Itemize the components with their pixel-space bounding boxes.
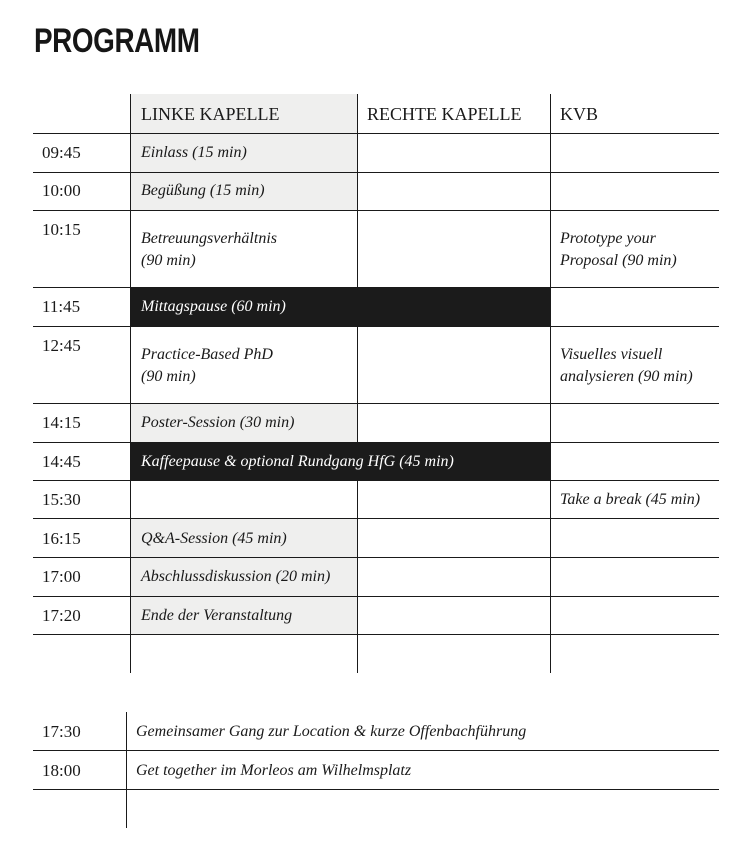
event-qa: Q&A-Session (45 min): [141, 530, 287, 547]
event-practice-line2: (90 min): [141, 368, 196, 385]
header-linke-kapelle: LINKE KAPELLE: [141, 104, 280, 124]
row-divider: [33, 210, 719, 211]
evening-time: 17:30: [42, 722, 81, 741]
time-label: 17:00: [42, 567, 81, 586]
time-label: 11:45: [42, 297, 81, 316]
column-divider: [357, 326, 358, 442]
event-prototype-line1: Prototype your: [560, 230, 656, 247]
event-abschluss: Abschlussdiskussion (20 min): [141, 568, 331, 585]
row-divider: [33, 403, 719, 404]
row-divider: [33, 133, 719, 134]
column-divider: [550, 94, 551, 673]
event-betreuung-line1: Betreuungsverhältnis: [141, 230, 277, 247]
row-divider: [33, 326, 719, 327]
column-divider: [357, 94, 358, 288]
page-title: PROGRAMM: [34, 22, 200, 60]
row-divider: [33, 789, 719, 790]
evening-event: Get together im Morleos am Wilhelmsplatz: [136, 762, 412, 779]
event-practice-line1: Practice-Based PhD: [141, 346, 273, 363]
row-divider: [33, 634, 719, 635]
event-ende: Ende der Veranstaltung: [141, 607, 293, 624]
event-visuelles-line2: analysieren (90 min): [560, 368, 693, 385]
header-rechte-kapelle: RECHTE KAPELLE: [367, 104, 522, 124]
time-label: 16:15: [42, 529, 81, 548]
event-visuelles-line1: Visuelles visuell: [560, 346, 663, 363]
row-divider: [33, 480, 719, 481]
column-divider: [357, 480, 358, 673]
row-divider: [33, 596, 719, 597]
event-take-a-break: Take a break (45 min): [560, 491, 701, 508]
evening-time: 18:00: [42, 761, 81, 780]
column-divider: [130, 94, 131, 673]
row-divider: [33, 172, 719, 173]
event-poster: Poster-Session (30 min): [141, 414, 295, 431]
row-divider: [33, 287, 719, 288]
time-label: 10:00: [42, 181, 81, 200]
time-label: 10:15: [42, 220, 81, 239]
event-begruessung: Begüßung (15 min): [141, 182, 265, 199]
event-einlass: Einlass (15 min): [141, 144, 247, 161]
event-mittagspause: Mittagspause (60 min): [141, 298, 286, 315]
header-kvb: KVB: [560, 104, 599, 124]
event-betreuung-line2: (90 min): [141, 252, 196, 269]
time-label: 14:15: [42, 413, 81, 432]
row-divider: [33, 557, 719, 558]
event-kaffeepause: Kaffeepause & optional Rundgang HfG (45 min): [141, 453, 454, 470]
event-prototype-line2: Proposal (90 min): [560, 252, 677, 269]
column-divider: [126, 712, 127, 828]
evening-event: Gemeinsamer Gang zur Location & kurze Offenbachführung: [136, 723, 527, 740]
time-label: 09:45: [42, 143, 81, 162]
time-label: 17:20: [42, 606, 81, 625]
row-divider: [33, 518, 719, 519]
time-label: 12:45: [42, 336, 81, 355]
time-label: 14:45: [42, 452, 81, 471]
row-divider: [33, 442, 719, 443]
row-divider: [33, 750, 719, 751]
time-label: 15:30: [42, 490, 81, 509]
